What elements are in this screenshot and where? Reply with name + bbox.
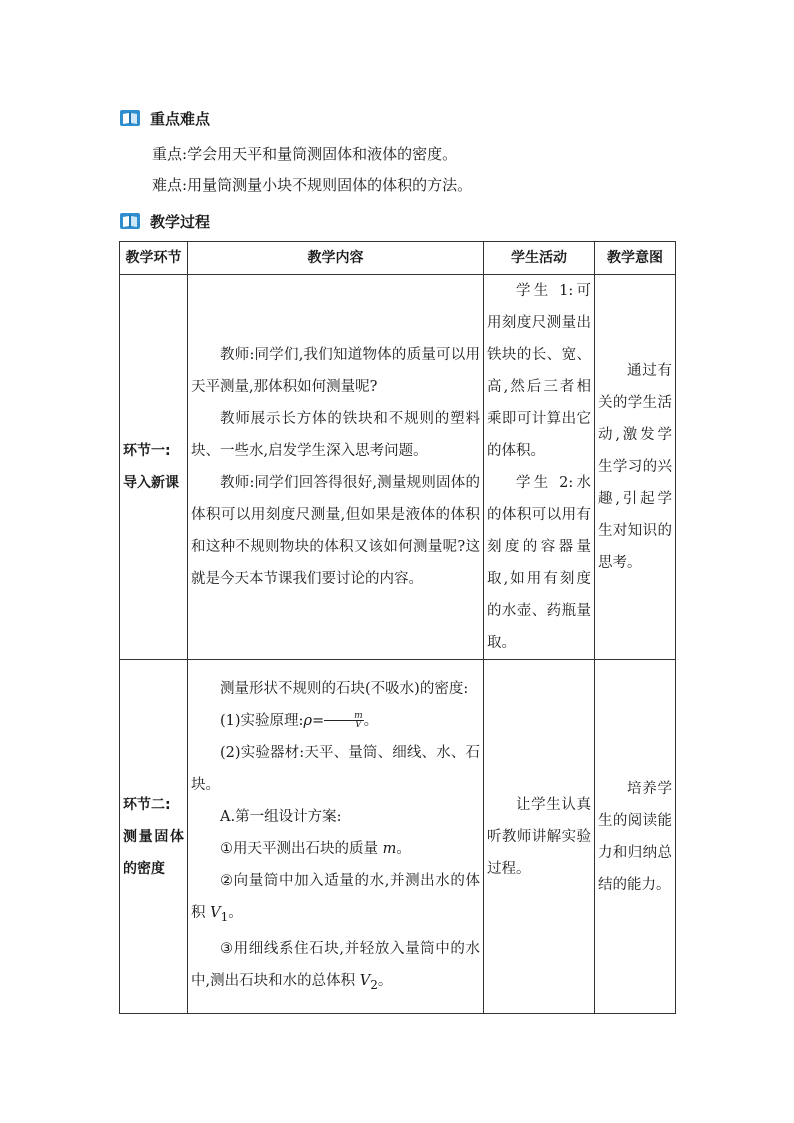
activity-cell: 学生 1:可用刻度尺测量出铁块的长、宽、高,然后三者相乘即可计算出它的体积。 学生 2:水的体积可以用有刻度的容器量取,如用有刻度的水壶、药瓶量取。 (484, 275, 595, 660)
table-row (120, 660, 676, 1014)
stage-cell: 环节一: 导入新课 (120, 275, 188, 660)
principle-line: (1)实验原理:ρ= $\frac{m}{V}$ 。 (220, 711, 379, 731)
difficulty-text: 用量筒测量小块不规则固体的体积的方法。 (187, 176, 473, 194)
header-cell: 学生活动 (484, 242, 595, 275)
table-header-row (120, 242, 676, 275)
book-icon (120, 212, 140, 230)
stage-cell: 环节二: 测量固体的密度 (120, 660, 188, 1014)
fraction: $\frac{m}{V}$ (324, 712, 364, 729)
content-cell: 测量形状不规则的石块(不吸水)的密度: (1)实验原理:ρ= $\frac{m}{V}$ 。 (2)实验器材:天平、量筒、细线、水、石块。 A.第一组设计方案: ①用天平测出石块的质量 m。 ②向量筒中加入适量的水,并测出水的体积 $V_1$。 ③用细线系住石块,并轻放入量筒中的水中,测出石块和水的总体积 $V_2$。 (188, 660, 484, 1014)
focus-line (152, 144, 457, 164)
focus-label: 重点: (152, 145, 188, 163)
header-cell: 教学内容 (188, 242, 484, 275)
difficulty-line (152, 175, 472, 195)
book-icon (120, 109, 140, 127)
step-1: ①用天平测出石块的质量 m。 (220, 840, 411, 857)
intent-cell: 培养学生的阅读能力和归纳总结的能力。 (595, 660, 676, 1014)
table-row (120, 275, 676, 660)
focus-text: 学会用天平和量筒测固体和液体的密度。 (187, 145, 458, 163)
section-title: 教学过程 (150, 212, 211, 231)
step-3: ③用细线系住石块,并轻放入量筒中的水中,测出石块和水的总体积 $V_2$。 (191, 940, 481, 992)
step-2: ②向量筒中加入适量的水,并测出水的体积 $V_1$。 (191, 872, 481, 924)
activity-cell: 让学生认真听教师讲解实验过程。 (484, 660, 595, 1014)
difficulty-label: 难点: (152, 176, 188, 194)
intent-cell: 通过有关的学生活动,激发学生学习的兴趣,引起学生对知识的思考。 (595, 275, 676, 660)
section-process-head (120, 209, 210, 233)
lesson-table (119, 241, 676, 1014)
section-key-points-head (120, 106, 210, 130)
header-cell: 教学意图 (595, 242, 676, 275)
content-cell: 教师:同学们,我们知道物体的质量可以用天平测量,那体积如何测量呢? 教师展示长方体的铁块和不规则的塑料块、一些水,启发学生深入思考问题。 教师:同学们回答得很好,测量规则固体的体积可以用刻度尺测量,但如果是液体的体积和这种不规则物块的体积又该如何测量呢?这就是今天本节课我们要讨论的内容。 (188, 275, 484, 660)
section-title: 重点难点 (150, 109, 211, 128)
header-cell: 教学环节 (120, 242, 188, 275)
